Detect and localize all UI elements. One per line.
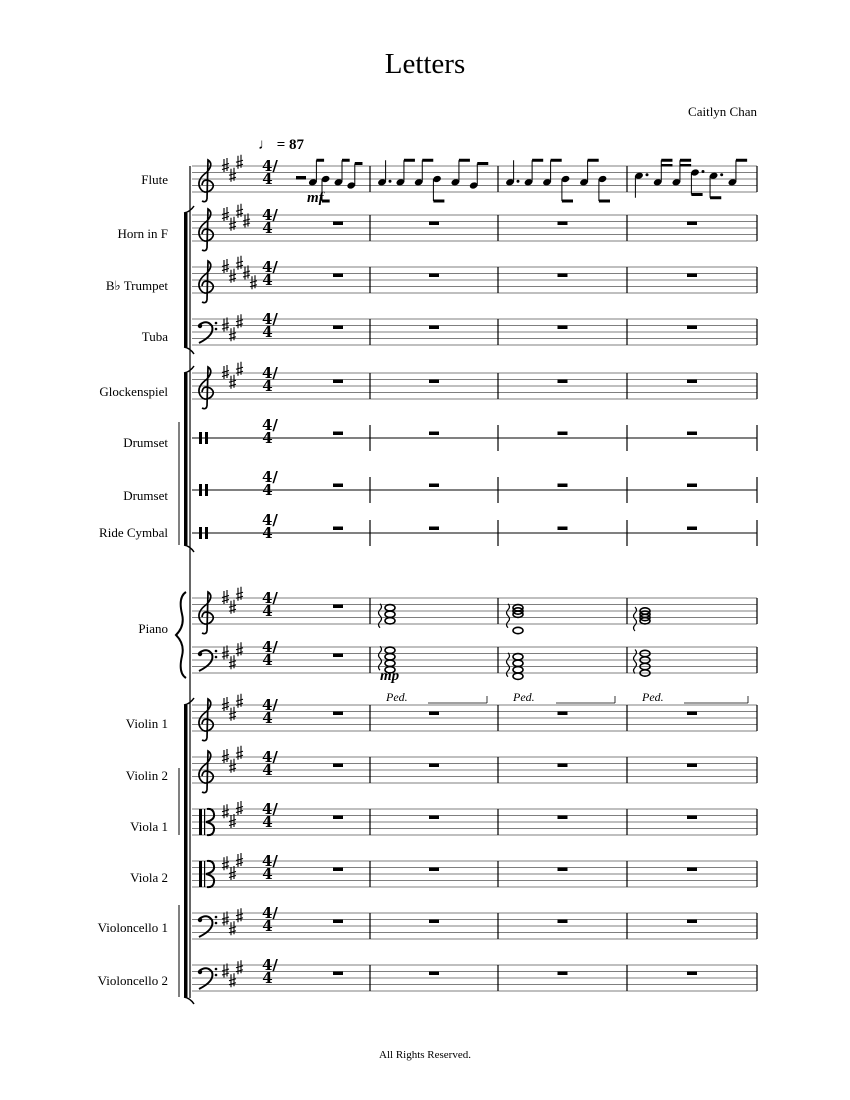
whole-rest-icon (558, 816, 568, 820)
sharp-icon (222, 318, 229, 332)
alto-clef-icon (199, 861, 202, 887)
sharp-icon (236, 694, 243, 708)
sharp-icon (222, 207, 229, 221)
whole-note-head (385, 647, 395, 653)
time-signature: 4/4 (262, 310, 278, 341)
tempo-marking: ♩ = 87 (258, 137, 305, 153)
percussion-clef-icon (199, 527, 202, 539)
sharp-icon (222, 856, 229, 870)
whole-rest-icon (558, 972, 568, 976)
sharp-icon (236, 314, 243, 328)
time-signature: 4/4 (262, 206, 278, 237)
time-signature: 4/4 (262, 364, 278, 395)
alto-clef-icon (199, 809, 202, 835)
instrument-label: Horn in F (117, 226, 168, 241)
sharp-icon (236, 204, 243, 218)
whole-rest-icon (558, 920, 568, 924)
sharp-icon (236, 746, 243, 760)
time-signature: 4/4 (262, 852, 278, 883)
whole-rest-icon (558, 432, 568, 436)
sharp-icon (229, 707, 236, 721)
half-rest-icon (296, 176, 306, 180)
whole-rest-icon (429, 274, 439, 278)
note-dot (389, 180, 392, 183)
bass-clef-icon (198, 652, 202, 656)
whole-rest-icon (558, 868, 568, 872)
pedal-mark: Ped. (642, 690, 664, 704)
whole-rest-icon (429, 432, 439, 436)
bass-clef-dot (215, 916, 218, 919)
whole-rest-icon (429, 712, 439, 716)
whole-rest-icon (687, 712, 697, 716)
time-signature: 4/4 (262, 468, 278, 499)
sharp-icon (236, 642, 243, 656)
sharp-icon (222, 964, 229, 978)
whole-rest-icon (333, 484, 343, 488)
whole-note-head (385, 660, 395, 666)
whole-rest-icon (429, 484, 439, 488)
bracket-tip (184, 545, 194, 552)
time-signature: 4/4 (262, 638, 278, 669)
whole-rest-icon (429, 972, 439, 976)
percussion-clef-icon (199, 484, 202, 496)
pedal-mark: Ped. (513, 690, 535, 704)
sharp-icon (222, 697, 229, 711)
sharp-icon (222, 259, 229, 273)
percussion-clef-icon (199, 432, 202, 444)
note-dot (646, 173, 649, 176)
whole-rest-icon (333, 605, 343, 609)
sharp-icon (229, 814, 236, 828)
whole-rest-icon (429, 527, 439, 531)
sharp-icon (236, 960, 243, 974)
whole-note-head (385, 618, 395, 624)
whole-note-head (385, 667, 395, 673)
sharp-icon (222, 749, 229, 763)
bass-clef-dot (215, 968, 218, 971)
sharp-icon (229, 655, 236, 669)
whole-rest-icon (333, 920, 343, 924)
time-signature: 4/4 (262, 696, 278, 727)
time-signature: 4/4 (262, 748, 278, 779)
bracket-tip (184, 698, 194, 705)
sharp-icon (222, 590, 229, 604)
whole-rest-icon (687, 326, 697, 330)
bass-clef-icon (198, 970, 202, 974)
whole-rest-icon (687, 972, 697, 976)
note-dot (702, 170, 705, 173)
sharp-icon (222, 912, 229, 926)
whole-rest-icon (558, 222, 568, 226)
whole-rest-icon (333, 380, 343, 384)
alto-clef-bar (204, 809, 205, 835)
instrument-label: B♭ Trumpet (105, 278, 168, 293)
sharp-icon (229, 973, 236, 987)
score-title: Letters (384, 48, 466, 80)
instrument-label: Drumset (123, 488, 168, 503)
instrument-label: Violoncello 2 (97, 973, 168, 988)
instrument-label: Flute (141, 172, 168, 187)
instrument-label: Viola 1 (130, 819, 168, 834)
sharp-icon (229, 866, 236, 880)
whole-rest-icon (558, 527, 568, 531)
instrument-label: Violin 1 (125, 716, 168, 731)
whole-rest-icon (333, 326, 343, 330)
whole-note-head (513, 654, 523, 660)
whole-note-head (513, 660, 523, 666)
sharp-icon (236, 362, 243, 376)
whole-rest-icon (429, 222, 439, 226)
whole-rest-icon (558, 484, 568, 488)
pedal-mark: Ped. (386, 690, 408, 704)
sharp-icon (243, 214, 250, 228)
bass-clef-dot (215, 656, 218, 659)
bracket-tip (184, 206, 194, 213)
sharp-icon (229, 269, 236, 283)
whole-rest-icon (687, 527, 697, 531)
time-signature: 4/4 (262, 956, 278, 987)
whole-rest-icon (429, 380, 439, 384)
instrument-label: Tuba (141, 329, 168, 344)
sharp-icon (229, 168, 236, 182)
whole-note-head (385, 605, 395, 611)
whole-rest-icon (687, 380, 697, 384)
bracket-tip (184, 366, 194, 373)
whole-rest-icon (558, 326, 568, 330)
whole-rest-icon (429, 326, 439, 330)
whole-rest-icon (429, 816, 439, 820)
note-dot (720, 173, 723, 176)
whole-rest-icon (558, 380, 568, 384)
whole-rest-icon (687, 920, 697, 924)
whole-rest-icon (333, 274, 343, 278)
time-signature: 4/4 (262, 511, 278, 542)
time-signature: 4/4 (262, 258, 278, 289)
group-bracket (184, 373, 188, 545)
percussion-clef-icon (205, 484, 208, 496)
sharp-icon (236, 853, 243, 867)
bracket-tip (184, 347, 194, 354)
whole-rest-icon (558, 712, 568, 716)
group-bracket (184, 213, 188, 347)
whole-rest-icon (687, 868, 697, 872)
bass-clef-icon (198, 918, 202, 922)
piano-brace (176, 592, 186, 678)
sharp-icon (236, 587, 243, 601)
whole-rest-icon (333, 654, 343, 658)
whole-rest-icon (429, 764, 439, 768)
note-dot (517, 180, 520, 183)
whole-rest-icon (558, 764, 568, 768)
sharp-icon (222, 646, 229, 660)
whole-note-head (513, 667, 523, 673)
sharp-icon (222, 804, 229, 818)
flute-dynamic: mf (307, 190, 324, 206)
whole-rest-icon (429, 868, 439, 872)
percussion-clef-icon (205, 527, 208, 539)
sharp-icon (250, 275, 257, 289)
bass-clef-dot (215, 328, 218, 331)
whole-rest-icon (558, 274, 568, 278)
whole-rest-icon (333, 972, 343, 976)
whole-note-head (385, 611, 395, 617)
whole-note-head (385, 654, 395, 660)
whole-rest-icon (333, 868, 343, 872)
whole-rest-icon (333, 764, 343, 768)
instrument-label: Drumset (123, 435, 168, 450)
sharp-icon (229, 375, 236, 389)
instrument-label: Violoncello 1 (97, 920, 168, 935)
whole-rest-icon (687, 222, 697, 226)
whole-rest-icon (333, 816, 343, 820)
sharp-icon (236, 801, 243, 815)
sharp-icon (222, 158, 229, 172)
sharp-icon (236, 256, 243, 270)
whole-note-head (513, 627, 523, 633)
sharp-icon (236, 155, 243, 169)
bass-clef-icon (198, 324, 202, 328)
bass-clef-dot (215, 650, 218, 653)
whole-rest-icon (687, 816, 697, 820)
whole-rest-icon (333, 432, 343, 436)
whole-rest-icon (687, 274, 697, 278)
instrument-label: Viola 2 (130, 870, 168, 885)
instrument-label: Glockenspiel (99, 384, 168, 399)
copyright: All Rights Reserved. (379, 1049, 471, 1061)
whole-rest-icon (687, 764, 697, 768)
whole-note-head (513, 673, 523, 679)
sharp-icon (229, 921, 236, 935)
whole-rest-icon (333, 712, 343, 716)
alto-clef-bar (204, 861, 205, 887)
whole-rest-icon (687, 484, 697, 488)
time-signature: 4/4 (262, 589, 278, 620)
whole-rest-icon (429, 920, 439, 924)
sharp-icon (229, 327, 236, 341)
group-bracket (184, 705, 188, 997)
instrument-label: Piano (138, 621, 168, 636)
bass-clef-dot (215, 974, 218, 977)
bass-clef-dot (215, 322, 218, 325)
piano-dynamic: mp (380, 668, 400, 684)
whole-rest-icon (687, 432, 697, 436)
instrument-label: Ride Cymbal (99, 525, 168, 540)
sharp-icon (229, 217, 236, 231)
instrument-label: Violin 2 (125, 768, 168, 783)
bass-clef-dot (215, 922, 218, 925)
bracket-tip (184, 997, 194, 1004)
sharp-icon (236, 908, 243, 922)
sharp-icon (243, 266, 250, 280)
whole-rest-icon (333, 527, 343, 531)
sharp-icon (229, 600, 236, 614)
composer: Caitlyn Chan (688, 104, 757, 119)
sharp-icon (229, 759, 236, 773)
time-signature: 4/4 (262, 904, 278, 935)
whole-rest-icon (333, 222, 343, 226)
time-signature: 4/4 (262, 800, 278, 831)
sharp-icon (222, 365, 229, 379)
time-signature: 4/4 (262, 416, 278, 447)
percussion-clef-icon (205, 432, 208, 444)
time-signature: 4/4 (262, 157, 278, 188)
